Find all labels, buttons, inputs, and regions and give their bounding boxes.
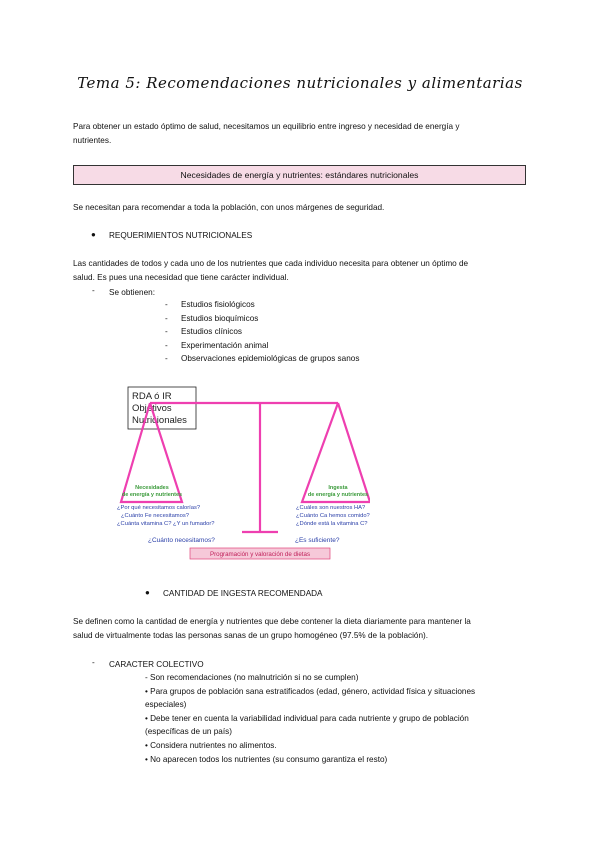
recommended-line-1: Se definen como la cantidad de energía y nutrientes que debe contener la dieta diariamente para mantener la	[73, 617, 471, 626]
collective-list	[145, 671, 475, 766]
collective-item: - Son recomendaciones (no malnutrición si no se cumplen)	[145, 673, 359, 682]
left-question: ¿Por qué necesitamos calorías?	[117, 505, 201, 511]
collective-item: especiales)	[145, 700, 187, 710]
page-title: Tema 5: Recomendaciones nutricionales y alimentarias	[77, 74, 523, 92]
right-question: ¿Cuánto Ca hemos comido?	[296, 513, 370, 519]
bullet-dot: ●	[145, 588, 150, 597]
method-item: - Estudios fisiológicos	[165, 300, 255, 309]
right-title-line: Ingesta	[328, 485, 348, 491]
right-question: ¿Cuáles son nuestros HA?	[296, 505, 366, 511]
rda-box-line: Nutricionales	[132, 415, 187, 426]
intro-line-1: Para obtener un estado óptimo de salud, necesitamos un equilibrio entre ingreso y necesidad de energía y	[73, 122, 460, 131]
collective-item: • Debe tener en cuenta la variabilidad individual para cada nutriente y grupo de población	[145, 713, 469, 723]
scale-diagram	[110, 380, 370, 570]
collective-item: (específicas de un país)	[145, 727, 232, 737]
left-title-line: Necesidades	[135, 485, 169, 491]
requirements-heading: REQUERIMIENTOS NUTRICIONALES	[109, 231, 253, 240]
collective-item: • Para grupos de población sana estratificados (edad, género, actividad física y situaciones	[145, 686, 476, 696]
right-title-line: de energía y nutrientes	[307, 492, 369, 498]
rda-box-line: Objetivos	[132, 403, 172, 414]
intro-line-2: nutrientes.	[73, 136, 112, 145]
method-item: - Estudios bioquímicos	[165, 313, 259, 323]
obtained-label: Se obtienen:	[109, 288, 155, 297]
dash-marker: -	[92, 658, 95, 667]
bullet-dot: ●	[91, 230, 96, 239]
method-item: - Estudios clínicos	[165, 327, 242, 337]
collective-item: • Considera nutrientes no alimentos.	[145, 740, 277, 750]
left-bottom-question: ¿Cuánto necesitamos?	[148, 537, 215, 544]
requirements-line-1: Las cantidades de todos y cada uno de los nutrientes que cada individuo necesita para obtener un óptimo de	[73, 259, 469, 268]
collective-label: CARACTER COLECTIVO	[109, 660, 204, 669]
left-question: ¿Cuánto Fe necesitamos?	[121, 513, 189, 519]
method-item: - Observaciones epidemiológicas de grupos sanos	[165, 354, 360, 364]
right-question: ¿Dónde está la vitamina C?	[296, 521, 368, 527]
section-box: Necesidades de energía y nutrientes: estándares nutricionales	[73, 165, 526, 185]
dash-marker: -	[92, 286, 95, 295]
population-note: Se necesitan para recomendar a toda la población, con unos márgenes de seguridad.	[73, 203, 385, 212]
base-label: Programación y valoración de dietas	[209, 551, 311, 558]
left-title-line: de energía y nutrientes	[121, 492, 183, 498]
recommended-heading: CANTIDAD DE INGESTA RECOMENDADA	[163, 589, 323, 598]
left-question: ¿Cuánta vitamina C? ¿Y un fumador?	[117, 521, 215, 527]
collective-item: • No aparecen todos los nutrientes (su consumo garantiza el resto)	[145, 754, 388, 764]
requirements-line-2: salud. Es pues una necesidad que tiene carácter individual.	[73, 273, 289, 282]
methods-list	[165, 298, 359, 366]
method-item: - Experimentación animal	[165, 340, 269, 350]
rda-box-line: RDA ó IR	[132, 391, 172, 402]
recommended-line-2: salud de virtualmente todas las personas sanas de un grupo homogéneo (97.5% de la población).	[73, 631, 429, 640]
right-bottom-question: ¿Es suficiente?	[295, 537, 340, 544]
